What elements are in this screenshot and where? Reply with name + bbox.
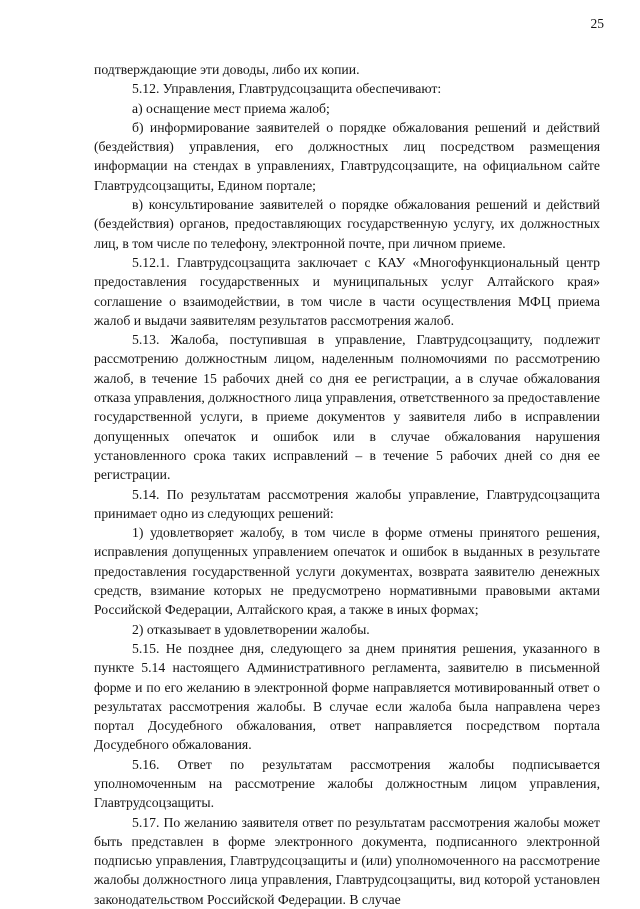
document-body bbox=[94, 60, 600, 909]
paragraph: подтверждающие эти доводы, либо их копии. bbox=[94, 62, 360, 77]
page-number: 25 bbox=[590, 16, 604, 31]
paragraph: в) консультирование заявителей о порядке обжалования решений и действий (бездействия) органов, предоставляющих государственную услугу, их должностных лиц, в том числе по телефону, электронной почте, при личном приеме. bbox=[94, 197, 600, 251]
paragraph: 5.17. По желанию заявителя ответ по результатам рассмотрения жалобы может быть представлен в форме электронного документа, подписанного электронной подписью управления, Главтрудсоцзащиты и (или) уполномоченного на рассмотрение жалобы должностного лица управления, Главтрудсоцзащиты, вид которой установлен законодательством Российской Федерации. В случае bbox=[94, 814, 600, 907]
paragraph: 5.12. Управления, Главтрудсоцзащита обеспечивают: bbox=[132, 81, 442, 97]
paragraph: 5.14. По результатам рассмотрения жалобы управление, Главтрудсоцзащита принимает одно из следующих решений: bbox=[94, 486, 600, 521]
paragraph: 5.15. Не позднее дня, следующего за днем принятия решения, указанного в пункте 5.14 настоящего Административного регламента, заявителю в письменной форме и по его желанию в электронной форме направляется мотивированный ответ о результатах рассмотрения жалобы. В случае если жалоба была направлена через портал Досудебного обжалования, ответ направляется посредством портала Досудебного обжалования. bbox=[94, 640, 600, 753]
paragraph: 1) удовлетворяет жалобу, в том числе в форме отмены принятого решения, исправления допущенных управлением опечаток и ошибок в выданных в результате предоставления государственной услуги документах, возврата заявителю денежных средств, взимание которых не предусмотрено нормативными правовыми актами Российской Федерации, Алтайского края, а также в иных формах; bbox=[94, 525, 600, 618]
paragraph: б) информирование заявителей о порядке обжалования решений и действий (бездействия) управления, его должностных лиц посредством размещения информации на стендах в управлениях, Главтрудсоцзащите, на официальном сайте Главтрудсоцзащиты, Едином портале; bbox=[94, 119, 600, 193]
paragraph: 5.13. Жалоба, поступившая в управление, Главтрудсоцзащиту, подлежит рассмотрению должностным лицом, наделенным полномочиями по рассмотрению жалоб, в течение 15 рабочих дней со дня ее регистрации, а в случае обжалования отказа управления, должностного лица управления, ответственного за предоставление государственной услуги, в приеме документов у заявителя либо в исправлении допущенных опечаток и ошибок или в случае обжалования нарушения установленного срока таких исправлений – в течение 5 рабочих дней со дня ее регистрации. bbox=[94, 332, 600, 483]
paragraph: 2) отказывает в удовлетворении жалобы. bbox=[132, 621, 370, 637]
paragraph: 5.12.1. Главтрудсоцзащита заключает с КАУ «Многофункциональный центр предоставления государственных и муниципальных услуг Алтайского края» соглашение о взаимодействии, в том числе в части осуществления МФЦ приема жалоб и выдачи заявителям результатов рассмотрения жалоб. bbox=[94, 254, 600, 328]
paragraph: а) оснащение мест приема жалоб; bbox=[132, 100, 330, 116]
paragraph: 5.16. Ответ по результатам рассмотрения жалобы подписывается уполномоченным на рассмотрение жалобы должностным лицом управления, Главтрудсоцзащиты. bbox=[94, 756, 600, 811]
